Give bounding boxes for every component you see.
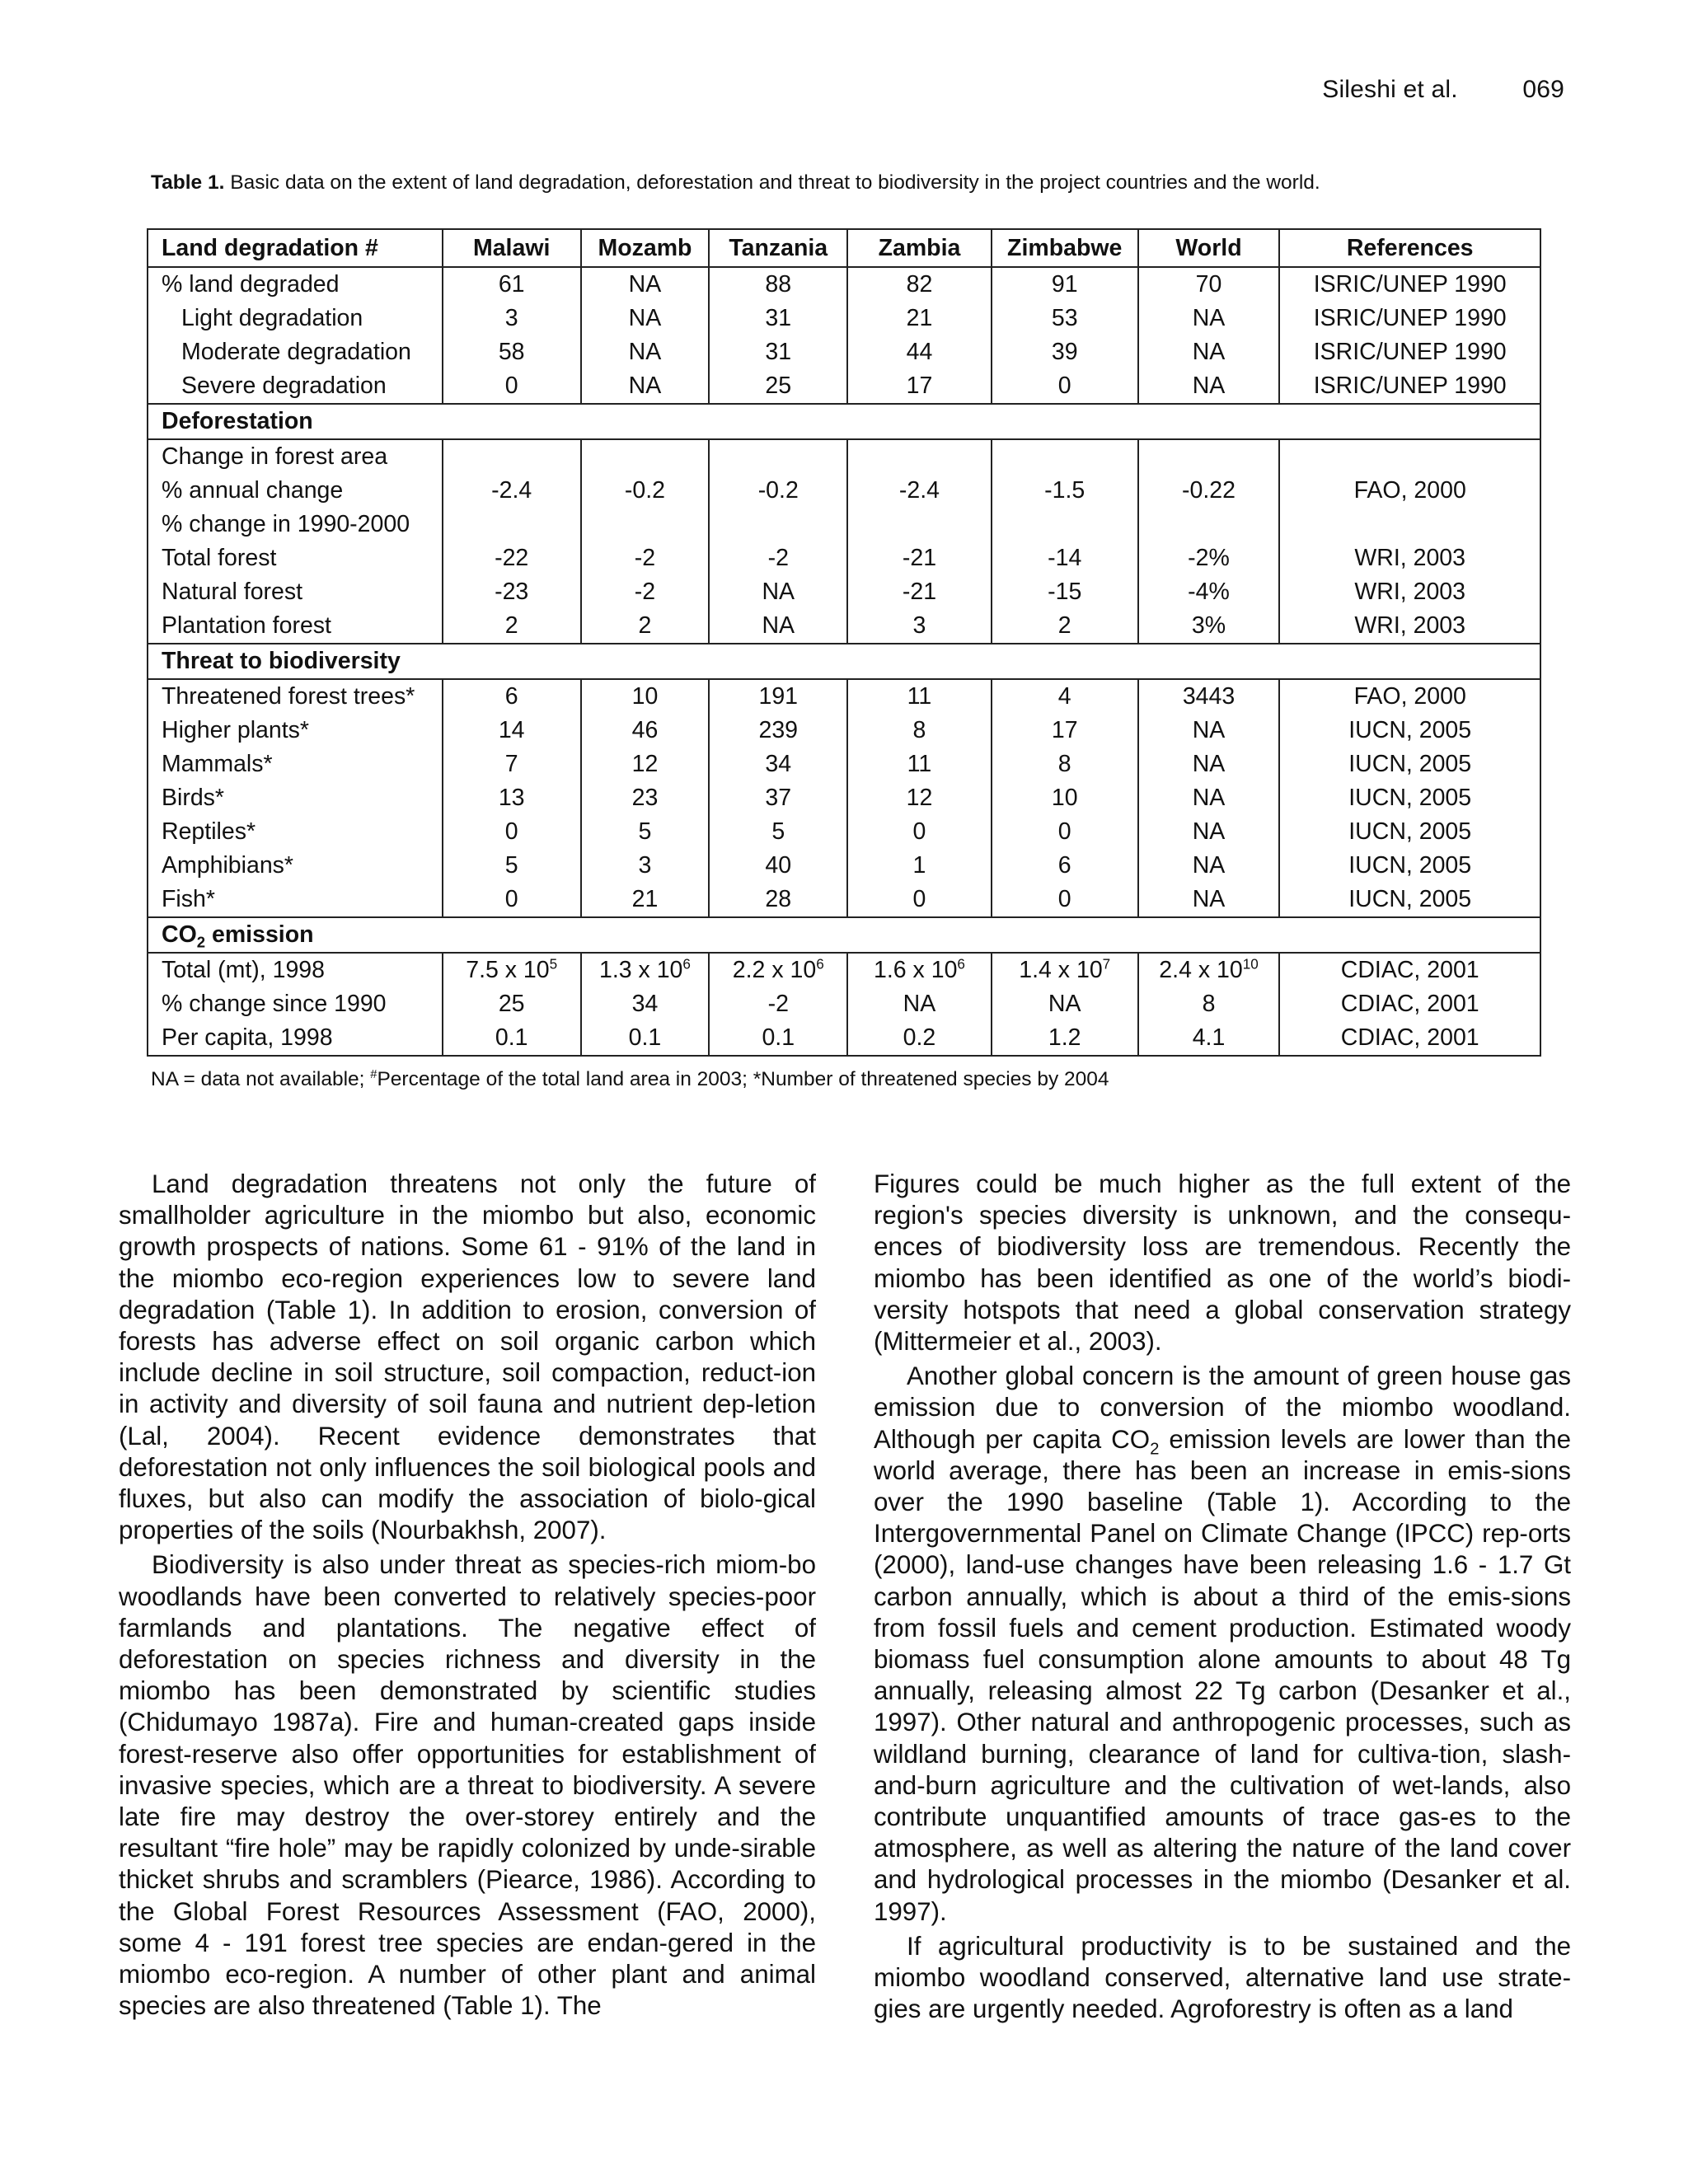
table-cell: 46 bbox=[581, 714, 710, 748]
table-cell: 3443 bbox=[1138, 679, 1280, 714]
table-cell: -0.22 bbox=[1138, 474, 1280, 508]
body-paragraph: Figures could be much higher as the full extent of the region's species diversity is unknown, and the consequ-ences of biodiversity loss are tremendous. Recently the miombo has been identified as one of the world’s biodi-versity hotspots that need a global conservation strategy (Mittermeier et al., 2003). bbox=[874, 1169, 1571, 1357]
table-cell: IUCN, 2005 bbox=[1279, 781, 1540, 815]
table-cell: NA bbox=[847, 987, 992, 1021]
table-cell: -1.5 bbox=[992, 474, 1138, 508]
table-cell bbox=[847, 439, 992, 474]
column-header: Zambia bbox=[847, 229, 992, 267]
table-cell: IUCN, 2005 bbox=[1279, 849, 1540, 883]
footnote-hash: # bbox=[370, 1067, 377, 1081]
table-cell: -2 bbox=[581, 541, 710, 575]
table-cell bbox=[581, 439, 710, 474]
table-cell bbox=[1138, 439, 1280, 474]
table-cell: IUCN, 2005 bbox=[1279, 883, 1540, 917]
table-cell: 31 bbox=[709, 335, 847, 369]
table-cell: NA bbox=[1138, 849, 1280, 883]
row-label: Severe degradation bbox=[148, 369, 443, 404]
table-cell bbox=[443, 508, 581, 541]
table-cell: NA bbox=[1138, 883, 1280, 917]
table-row bbox=[148, 609, 1540, 644]
table-cell bbox=[709, 508, 847, 541]
value-base: 7.5 x 10 bbox=[466, 957, 550, 983]
value-base: 1.6 x 10 bbox=[874, 957, 958, 983]
value-exponent: 6 bbox=[682, 956, 691, 972]
table-cell: 3 bbox=[581, 849, 710, 883]
table-cell: NA bbox=[581, 267, 710, 302]
table-cell: NA bbox=[581, 302, 710, 335]
table-row bbox=[148, 883, 1540, 917]
section-deforestation bbox=[148, 404, 1540, 439]
table-row bbox=[148, 987, 1540, 1021]
row-label: % change in 1990-2000 bbox=[148, 508, 443, 541]
table-cell: -15 bbox=[992, 575, 1138, 609]
table-cell: 88 bbox=[709, 267, 847, 302]
body-text: emission levels are lower than the world average, there has been an increase in emis-sions over the 1990 baseline (Table 1). According to the Intergovernmental Panel on Climate Change (IPCC) rep-orts (2000), land-use changes have been releasing 1.6 - 1.7 Gt carbon annually, which is about a third of the emis-sions from fossil fuels and cement production. Estimated woody biomass fuel consumption alone amounts to about 48 Tg annually, releasing almost 22 Tg carbon (Desanker et al., 1997). Other natural and anthropogenic processes, such as wildland burning, clearance of land for cultiva-tion, slash-and-burn agriculture and the cultivation of wet-lands, also contribute unquantified amounts of trace gas-es to the atmosphere, as well as altering the nature of the land cover and hydrological processes in the miombo (Desanker et al. 1997). bbox=[874, 1424, 1571, 1926]
table-cell: 0 bbox=[443, 369, 581, 404]
table-cell: 0 bbox=[992, 815, 1138, 849]
table-cell: -2 bbox=[709, 541, 847, 575]
table-cell: 191 bbox=[709, 679, 847, 714]
table-cell bbox=[992, 439, 1138, 474]
table-cell bbox=[443, 953, 581, 987]
table-cell bbox=[709, 439, 847, 474]
column-header: Zimbabwe bbox=[992, 229, 1138, 267]
table-cell bbox=[847, 508, 992, 541]
row-label: % annual change bbox=[148, 474, 443, 508]
row-label: % change since 1990 bbox=[148, 987, 443, 1021]
table-cell: 11 bbox=[847, 748, 992, 781]
table-cell: -2% bbox=[1138, 541, 1280, 575]
column-header: Malawi bbox=[443, 229, 581, 267]
co2-subscript: 2 bbox=[1150, 1439, 1160, 1458]
table-cell: 8 bbox=[992, 748, 1138, 781]
table-cell: 17 bbox=[992, 714, 1138, 748]
table-cell: CDIAC, 2001 bbox=[1279, 1021, 1540, 1056]
body-column-left bbox=[119, 1169, 816, 2025]
table-footnote bbox=[151, 1068, 1109, 1091]
table-cell: 25 bbox=[709, 369, 847, 404]
table-cell: 37 bbox=[709, 781, 847, 815]
section-title bbox=[148, 917, 1540, 953]
section-title: Threat to biodiversity bbox=[148, 644, 1540, 679]
table-row bbox=[148, 267, 1540, 302]
section-biodiversity bbox=[148, 644, 1540, 679]
table-cell: -2.4 bbox=[443, 474, 581, 508]
table-row bbox=[148, 953, 1540, 987]
table-cell: 21 bbox=[847, 302, 992, 335]
co2-title-pre: CO bbox=[162, 921, 197, 948]
table-cell bbox=[581, 508, 710, 541]
table-cell: -2 bbox=[581, 575, 710, 609]
row-label: Light degradation bbox=[148, 302, 443, 335]
table-cell: 1.2 bbox=[992, 1021, 1138, 1056]
table-cell: 25 bbox=[443, 987, 581, 1021]
value-base: 2.2 x 10 bbox=[732, 957, 817, 983]
table-cell: NA bbox=[992, 987, 1138, 1021]
table-row bbox=[148, 302, 1540, 335]
table-cell: 53 bbox=[992, 302, 1138, 335]
table-cell: IUCN, 2005 bbox=[1279, 748, 1540, 781]
table-cell bbox=[581, 953, 710, 987]
table-cell: -0.2 bbox=[581, 474, 710, 508]
table-cell: WRI, 2003 bbox=[1279, 575, 1540, 609]
table-cell: 10 bbox=[992, 781, 1138, 815]
table-cell: 5 bbox=[581, 815, 710, 849]
table-cell: 0 bbox=[443, 883, 581, 917]
table-cell: 28 bbox=[709, 883, 847, 917]
table-cell: 10 bbox=[581, 679, 710, 714]
table-cell: FAO, 2000 bbox=[1279, 679, 1540, 714]
table-cell: NA bbox=[581, 335, 710, 369]
table-cell: IUCN, 2005 bbox=[1279, 815, 1540, 849]
table-cell: 0.2 bbox=[847, 1021, 992, 1056]
table-row bbox=[148, 474, 1540, 508]
table-cell: 0 bbox=[847, 815, 992, 849]
table-row bbox=[148, 575, 1540, 609]
table-cell bbox=[1138, 508, 1280, 541]
table-cell: 0.1 bbox=[709, 1021, 847, 1056]
table-cell: 44 bbox=[847, 335, 992, 369]
value-exponent: 6 bbox=[957, 956, 965, 972]
table-cell: WRI, 2003 bbox=[1279, 541, 1540, 575]
table-cell: 2 bbox=[581, 609, 710, 644]
table-cell: -21 bbox=[847, 575, 992, 609]
table-cell bbox=[847, 953, 992, 987]
value-base: 1.3 x 10 bbox=[598, 957, 683, 983]
table-row bbox=[148, 679, 1540, 714]
section-co2 bbox=[148, 917, 1540, 953]
table-cell: 6 bbox=[992, 849, 1138, 883]
table-cell: -22 bbox=[443, 541, 581, 575]
table-cell: 39 bbox=[992, 335, 1138, 369]
table-cell: -4% bbox=[1138, 575, 1280, 609]
row-label: Total (mt), 1998 bbox=[148, 953, 443, 987]
table-cell: NA bbox=[1138, 335, 1280, 369]
body-paragraph: If agricultural productivity is to be sustained and the miombo woodland conserved, alternative land use strate-gies are urgently needed. Agroforestry is often as a land bbox=[874, 1931, 1571, 2024]
table-row bbox=[148, 541, 1540, 575]
table-cell: 17 bbox=[847, 369, 992, 404]
table-cell bbox=[1138, 953, 1280, 987]
value-exponent: 10 bbox=[1242, 956, 1259, 972]
row-label: Amphibians* bbox=[148, 849, 443, 883]
table-row bbox=[148, 748, 1540, 781]
table-cell: 0 bbox=[443, 815, 581, 849]
value-exponent: 5 bbox=[549, 956, 558, 972]
row-label: Moderate degradation bbox=[148, 335, 443, 369]
table-cell: 0 bbox=[992, 369, 1138, 404]
table-cell: 4 bbox=[992, 679, 1138, 714]
table-caption-text: Basic data on the extent of land degradation, deforestation and threat to biodiversity in the project countries and the world. bbox=[224, 171, 1320, 194]
value-base: 2.4 x 10 bbox=[1159, 957, 1243, 983]
table-row bbox=[148, 508, 1540, 541]
table-cell: -0.2 bbox=[709, 474, 847, 508]
co2-title-post: emission bbox=[205, 921, 314, 948]
table-cell: NA bbox=[1138, 781, 1280, 815]
table-cell: 5 bbox=[443, 849, 581, 883]
table-cell: 0 bbox=[992, 883, 1138, 917]
table-cell: IUCN, 2005 bbox=[1279, 714, 1540, 748]
table-cell: NA bbox=[1138, 748, 1280, 781]
table-caption-label: Table 1. bbox=[151, 171, 225, 194]
column-header: Land degradation # bbox=[148, 229, 443, 267]
table-cell: 8 bbox=[847, 714, 992, 748]
table-cell: 58 bbox=[443, 335, 581, 369]
table-cell: -21 bbox=[847, 541, 992, 575]
table-cell: CDIAC, 2001 bbox=[1279, 987, 1540, 1021]
table-row bbox=[148, 1021, 1540, 1056]
table-row bbox=[148, 714, 1540, 748]
table-cell: 6 bbox=[443, 679, 581, 714]
body-paragraph: Land degradation threatens not only the future of smallholder agriculture in the miombo but also, economic growth prospects of nations. Some 61 - 91% of the land in the miombo eco-region experiences low to severe land degradation (Table 1). In addition to erosion, conversion of forests has adverse effect on soil organic carbon which include decline in soil structure, soil compaction, reduct-ion in activity and diversity of soil fauna and nutrient dep-letion (Lal, 2004). Recent evidence demonstrates that deforestation not only influences the soil biological pools and fluxes, but also can modify the association of biolo-gical properties of the soils (Nourbakhsh, 2007). bbox=[119, 1169, 816, 1545]
row-label: Mammals* bbox=[148, 748, 443, 781]
table-cell: 7 bbox=[443, 748, 581, 781]
row-label: Per capita, 1998 bbox=[148, 1021, 443, 1056]
row-label: Reptiles* bbox=[148, 815, 443, 849]
table-cell: 0.1 bbox=[443, 1021, 581, 1056]
column-header: World bbox=[1138, 229, 1280, 267]
table-cell bbox=[1279, 439, 1540, 474]
footnote-part1: NA = data not available; bbox=[151, 1068, 371, 1090]
value-exponent: 7 bbox=[1102, 956, 1111, 972]
body-text: Another global concern is the amount of green house gas emission due to conversion of the miombo woodland. Although per capita CO bbox=[874, 1361, 1571, 1454]
table-cell: 61 bbox=[443, 267, 581, 302]
table-cell: WRI, 2003 bbox=[1279, 609, 1540, 644]
running-head bbox=[1322, 76, 1564, 104]
table-caption bbox=[151, 171, 1552, 194]
table-cell: -2.4 bbox=[847, 474, 992, 508]
body-column-right bbox=[874, 1169, 1571, 2028]
row-label: Threatened forest trees* bbox=[148, 679, 443, 714]
table-row bbox=[148, 439, 1540, 474]
co2-title-sub: 2 bbox=[196, 933, 206, 951]
table-row bbox=[148, 781, 1540, 815]
table-cell: NA bbox=[709, 609, 847, 644]
table-cell: CDIAC, 2001 bbox=[1279, 953, 1540, 987]
table-cell: 91 bbox=[992, 267, 1138, 302]
table-cell: -14 bbox=[992, 541, 1138, 575]
value-base: 1.4 x 10 bbox=[1019, 957, 1103, 983]
column-header: References bbox=[1279, 229, 1540, 267]
table-cell: 34 bbox=[581, 987, 710, 1021]
table-cell: ISRIC/UNEP 1990 bbox=[1279, 369, 1540, 404]
row-label: % land degraded bbox=[148, 267, 443, 302]
table-cell: 3 bbox=[443, 302, 581, 335]
table-cell: 4.1 bbox=[1138, 1021, 1280, 1056]
table-cell: NA bbox=[1138, 302, 1280, 335]
table-cell bbox=[992, 953, 1138, 987]
table-cell: 0 bbox=[847, 883, 992, 917]
table-cell: 13 bbox=[443, 781, 581, 815]
table-cell: 14 bbox=[443, 714, 581, 748]
table-cell bbox=[443, 439, 581, 474]
table-cell: 1 bbox=[847, 849, 992, 883]
table-cell: 8 bbox=[1138, 987, 1280, 1021]
row-label: Birds* bbox=[148, 781, 443, 815]
table-cell: 2 bbox=[443, 609, 581, 644]
row-label: Plantation forest bbox=[148, 609, 443, 644]
table-cell: 239 bbox=[709, 714, 847, 748]
table-cell: ISRIC/UNEP 1990 bbox=[1279, 267, 1540, 302]
row-label: Higher plants* bbox=[148, 714, 443, 748]
table-row bbox=[148, 849, 1540, 883]
column-header: Mozamb bbox=[581, 229, 710, 267]
table-cell: 3 bbox=[847, 609, 992, 644]
table-cell: 82 bbox=[847, 267, 992, 302]
table-cell: 40 bbox=[709, 849, 847, 883]
table-cell: 12 bbox=[581, 748, 710, 781]
row-label: Natural forest bbox=[148, 575, 443, 609]
row-label: Change in forest area bbox=[148, 439, 443, 474]
table-header-row bbox=[148, 229, 1540, 267]
table-cell: ISRIC/UNEP 1990 bbox=[1279, 302, 1540, 335]
table-cell: 5 bbox=[709, 815, 847, 849]
table-cell: 11 bbox=[847, 679, 992, 714]
table-cell: 12 bbox=[847, 781, 992, 815]
table-cell bbox=[709, 953, 847, 987]
table-cell: -2 bbox=[709, 987, 847, 1021]
table-cell: 0.1 bbox=[581, 1021, 710, 1056]
table-cell: 31 bbox=[709, 302, 847, 335]
table-row bbox=[148, 369, 1540, 404]
row-label: Fish* bbox=[148, 883, 443, 917]
table-cell: 21 bbox=[581, 883, 710, 917]
table-cell bbox=[992, 508, 1138, 541]
footnote-part2: Percentage of the total land area in 2003; *Number of threatened species by 2004 bbox=[377, 1068, 1109, 1090]
table-cell: NA bbox=[709, 575, 847, 609]
table-cell: -23 bbox=[443, 575, 581, 609]
table-cell: NA bbox=[1138, 714, 1280, 748]
table-row bbox=[148, 335, 1540, 369]
table-cell: 34 bbox=[709, 748, 847, 781]
body-paragraph bbox=[874, 1361, 1571, 1928]
page-number: 069 bbox=[1522, 76, 1564, 103]
table-cell: 70 bbox=[1138, 267, 1280, 302]
section-title: Deforestation bbox=[148, 404, 1540, 439]
table-row bbox=[148, 815, 1540, 849]
table-cell: 23 bbox=[581, 781, 710, 815]
data-table bbox=[147, 228, 1541, 1057]
running-head-author: Sileshi et al. bbox=[1322, 76, 1458, 103]
table-cell: 2 bbox=[992, 609, 1138, 644]
body-paragraph: Biodiversity is also under threat as species-rich miom-bo woodlands have been converted to relatively species-poor farmlands and plantations. The negative effect of deforestation on species richness and diversity in the miombo has been demonstrated by scientific studies (Chidumayo 1987a). Fire and human-created gaps inside forest-reserve also offer opportunities for establishment of invasive species, which are a threat to biodiversity. A severe late fire may destroy the over-storey entirely and the resultant “fire hole” may be rapidly colonized by unde-sirable thicket shrubs and scramblers (Piearce, 1986). According to the Global Forest Resources Assessment (FAO, 2000), some 4 - 191 forest tree species are endan-gered in the miombo eco-region. A number of other plant and animal species are also threatened (Table 1). The bbox=[119, 1550, 816, 2021]
value-exponent: 6 bbox=[816, 956, 824, 972]
table-cell: ISRIC/UNEP 1990 bbox=[1279, 335, 1540, 369]
column-header: Tanzania bbox=[709, 229, 847, 267]
table-cell: NA bbox=[1138, 815, 1280, 849]
table-cell: NA bbox=[1138, 369, 1280, 404]
row-label: Total forest bbox=[148, 541, 443, 575]
table-cell: FAO, 2000 bbox=[1279, 474, 1540, 508]
table-cell: NA bbox=[581, 369, 710, 404]
table-cell: 3% bbox=[1138, 609, 1280, 644]
table-cell bbox=[1279, 508, 1540, 541]
